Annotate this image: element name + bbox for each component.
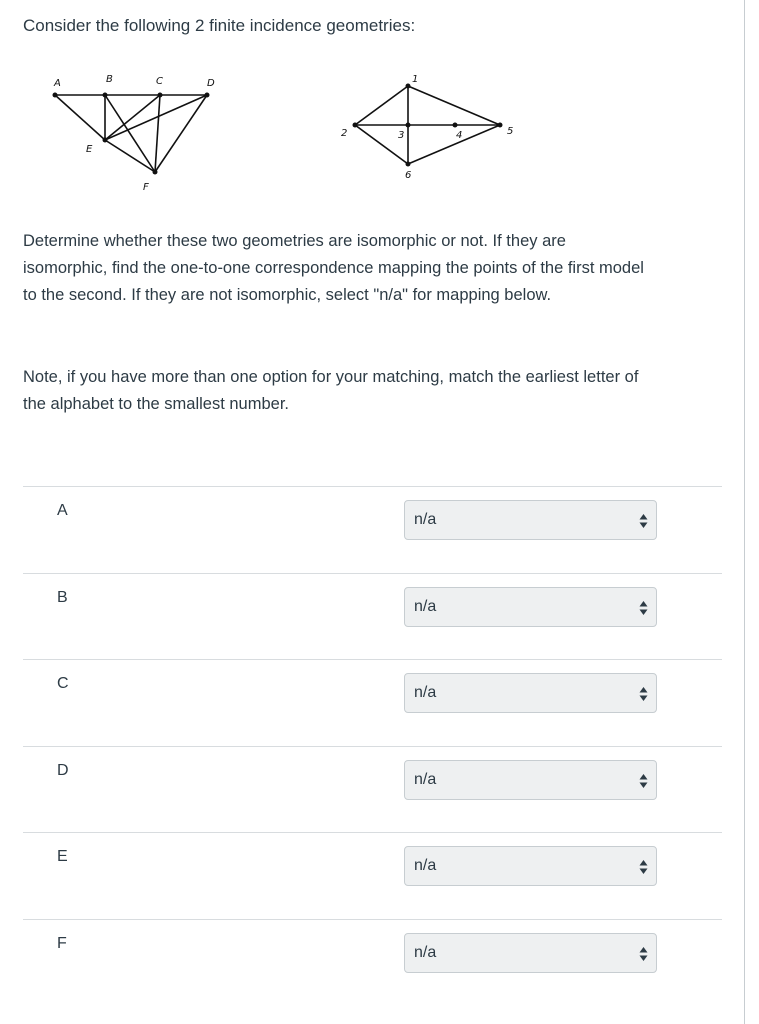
label-3: 3 xyxy=(398,130,405,141)
point-E xyxy=(103,138,108,143)
matching-row-f xyxy=(23,919,722,1006)
matching-row-d xyxy=(23,746,722,833)
label-4: 4 xyxy=(456,130,463,141)
row-label: A xyxy=(57,502,68,519)
point-A xyxy=(53,93,58,98)
up-down-arrows-icon xyxy=(639,859,648,875)
point-F xyxy=(153,170,158,175)
point-5 xyxy=(498,123,503,128)
mapping-select-f[interactable] xyxy=(404,933,657,973)
incidence-geometry-figures xyxy=(0,60,560,210)
instructions-line: Determine whether these two geometries are isomorphic or not. If they are xyxy=(23,232,566,250)
model-1-figure xyxy=(55,95,207,172)
mapping-select-b[interactable] xyxy=(404,587,657,627)
point-2 xyxy=(353,123,358,128)
select-value: n/a xyxy=(414,684,437,701)
label-1: 1 xyxy=(412,74,419,85)
row-label: E xyxy=(57,848,68,865)
select-value: n/a xyxy=(414,511,437,528)
up-down-arrows-icon xyxy=(639,686,648,702)
label-E: E xyxy=(86,144,93,155)
note-line: the alphabet to the smallest number. xyxy=(23,395,289,413)
point-3 xyxy=(406,123,411,128)
point-B xyxy=(103,93,108,98)
row-label: B xyxy=(57,588,68,606)
label-F: F xyxy=(143,182,149,193)
label-D: D xyxy=(207,78,215,89)
row-label: D xyxy=(57,761,69,779)
row-label: F xyxy=(57,934,67,952)
matching-table xyxy=(23,486,722,1005)
up-down-arrows-icon xyxy=(639,946,648,962)
label-2: 2 xyxy=(341,128,348,139)
label-A: A xyxy=(54,78,61,89)
instructions-line: to the second. If they are not isomorphic, select "n/a" for mapping below. xyxy=(23,286,552,304)
select-value: n/a xyxy=(414,597,437,615)
up-down-arrows-icon xyxy=(639,600,648,616)
question-instructions xyxy=(23,228,723,309)
select-value: n/a xyxy=(414,770,437,788)
mapping-select-c[interactable] xyxy=(404,673,657,713)
model-2-figure xyxy=(355,86,500,164)
content-border xyxy=(744,0,745,1024)
point-6 xyxy=(406,162,411,167)
label-B: B xyxy=(106,74,113,85)
mapping-select-d[interactable] xyxy=(404,760,657,800)
up-down-arrows-icon xyxy=(639,513,648,529)
instructions-line: isomorphic, find the one-to-one correspondence mapping the points of the first model xyxy=(23,259,644,277)
point-D xyxy=(205,93,210,98)
note-line: Note, if you have more than one option for your matching, match the earliest letter of xyxy=(23,368,639,386)
row-label: C xyxy=(57,675,69,692)
up-down-arrows-icon xyxy=(639,773,648,789)
point-C xyxy=(158,93,163,98)
question-intro: Consider the following 2 finite incidence geometries: xyxy=(23,16,416,35)
label-C: C xyxy=(156,76,163,87)
matching-row-e xyxy=(23,832,722,919)
question-note xyxy=(23,364,723,418)
point-4 xyxy=(453,123,458,128)
mapping-select-a[interactable] xyxy=(404,500,657,540)
label-5: 5 xyxy=(507,126,514,137)
matching-row-b xyxy=(23,573,722,660)
mapping-select-e[interactable] xyxy=(404,846,657,886)
select-value: n/a xyxy=(414,943,437,961)
select-value: n/a xyxy=(414,857,437,874)
matching-row-a xyxy=(23,486,722,573)
label-6: 6 xyxy=(405,170,412,181)
point-1 xyxy=(406,84,411,89)
matching-row-c xyxy=(23,659,722,746)
